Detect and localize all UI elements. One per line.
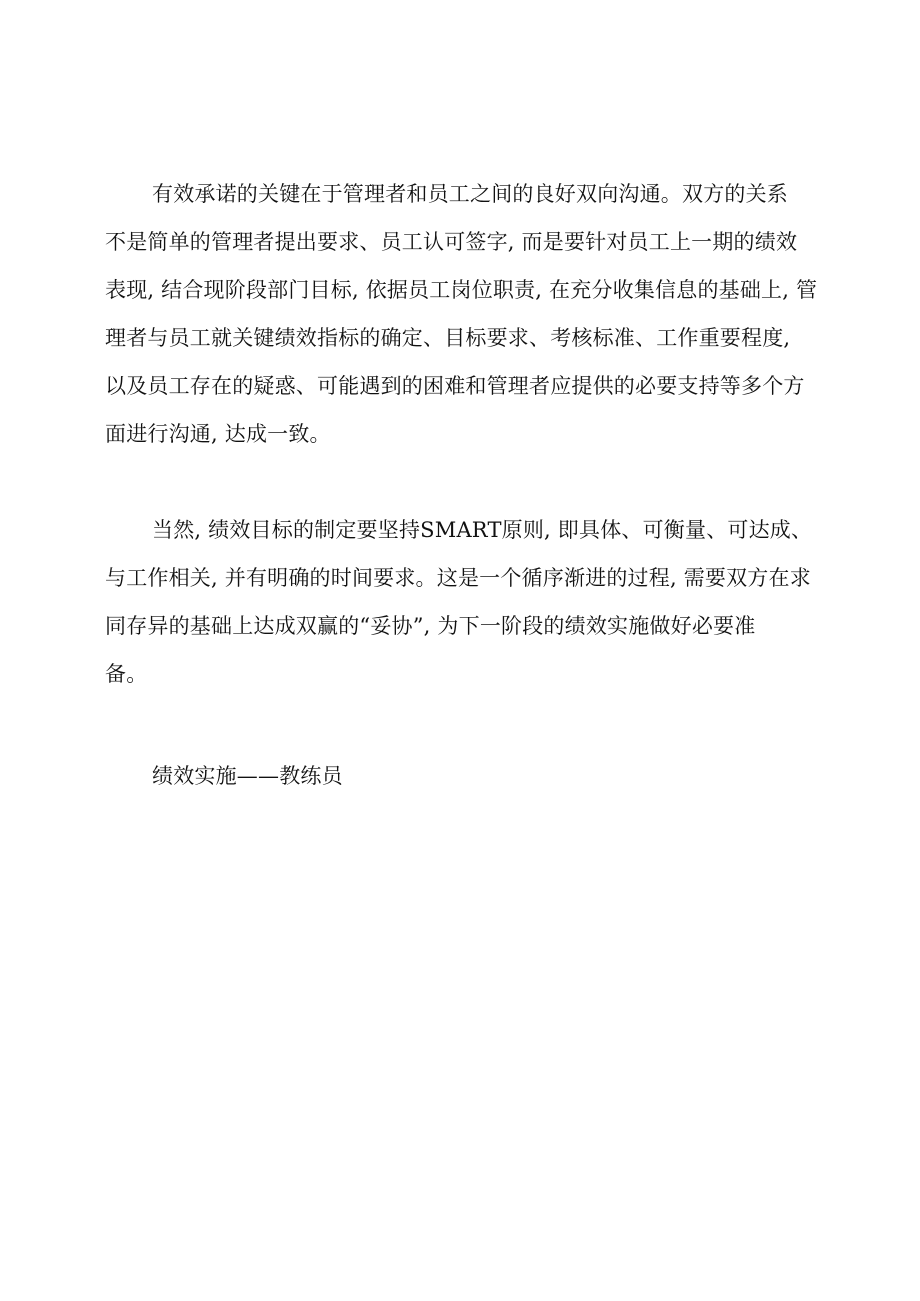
paragraph-line: 有效承诺的关键在于管理者和员工之间的良好双向沟通。双方的关系 (152, 182, 788, 206)
paragraph-line: 理者与员工就关键绩效指标的确定、目标要求、考核标准、工作重要程度, (105, 326, 791, 350)
paragraph-line: 与工作相关, 并有明确的时间要求。这是一个循序渐进的过程, 需要双方在求 (105, 566, 811, 590)
paragraph-line: 表现, 结合现阶段部门目标, 依据员工岗位职责, 在充分收集信息的基础上, 管 (105, 278, 818, 302)
section-heading (152, 752, 343, 800)
paragraph-line: 同存异的基础上达成双赢的“妥协”, 为下一阶段的绩效实施做好必要准 (105, 614, 756, 638)
paragraph-smart-principle (105, 506, 812, 698)
section-heading-text: 绩效实施——教练员 (152, 764, 343, 788)
paragraph-commitment-communication (105, 170, 817, 458)
paragraph-line: 备。 (105, 662, 148, 686)
paragraph-line: 不是简单的管理者提出要求、员工认可签字, 而是要针对员工上一期的绩效 (105, 230, 798, 254)
paragraph-line: 以及员工存在的疑惑、可能遇到的困难和管理者应提供的必要支持等多个方 (105, 374, 805, 398)
paragraph-line: 当然, 绩效目标的制定要坚持SMART原则, 即具体、可衡量、可达成、 (152, 518, 813, 542)
paragraph-line: 面进行沟通, 达成一致。 (105, 422, 331, 446)
